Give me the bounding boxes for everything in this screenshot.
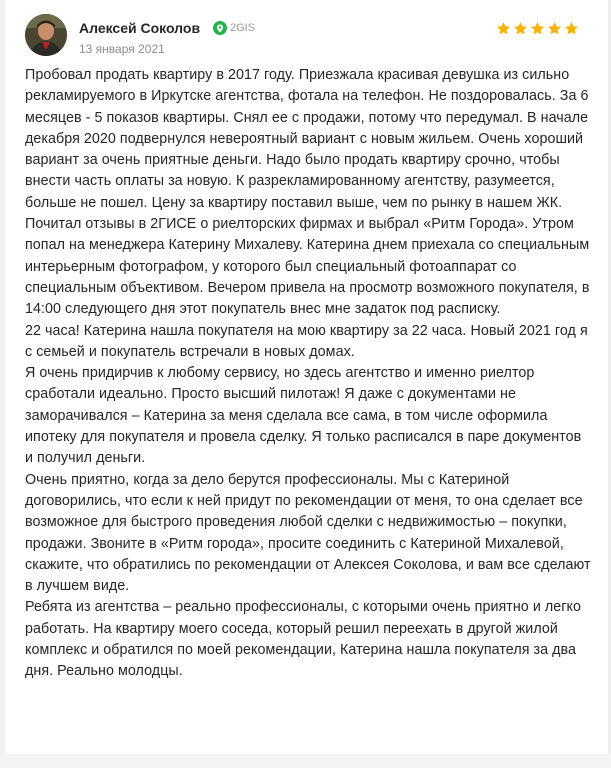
avatar-photo-icon [25,14,67,56]
star-icon [513,21,528,36]
star-icon [496,21,511,36]
avatar[interactable] [25,14,67,56]
author-name[interactable]: Алексей Соколов [79,20,201,36]
star-icon [547,21,562,36]
frame-left-edge [0,0,5,768]
review-text: Пробовал продать квартиру в 2017 году. Приезжала красивая девушка из сильно рекламируемого в Иркутске агентства, фотала на телефон. Не поздоровалась. За 6 месяцев - 5 показов квартиры. Снял ее с продажи, потому что передумал. В начале декабря 2020 подвернулся невероятный вариант с новым жильем. Очень хороший вариант за очень приятные деньги. Надо было продать квартиру срочно, чтобы внести часть оплаты за новую. К разрекламированному агентству, разумеется, больше не пошел. Цену за квартиру поставил выше, чем по рынку в нашем ЖК. Почитал отзывы в 2ГИСЕ о риелторских фирмах и выбрал «Ритм Города». Утром попал на менеджера Катерину Михалеву. Катерина днем приехала со специальным интерьерным фотографом, у которого был специальный фотоаппарат со специальным объективом. Вечером привела на просмотр возможного покупателя, в 14:00 следующего дня этот покупатель внес мне задаток под расписку. 22 часа! Катерина нашла покупателя на мою квартиру за 22 часа. Новый 2021 год я с семьей и покупатель встречали в новых домах. Я очень придирчив к любому сервису, но здесь агентство и именно риелтор сработали идеально. Просто высший пилотаж! Я даже с документами не заморачивался – Катерина за меня сделала все сама, в том числе оформила ипотеку для покупателя и провела сделку. Я только расписался в паре документов и получил деньги. Очень приятно, когда за дело берутся профессионалы. Мы с Катериной договорились, что если к ней придут по рекомендации от меня, то она сделает все возможное для быстрого проведения любой сделки с недвижимостью – покупки, продажи. Звоните в «Ритм города», просите соединить с Катериной Михалевой, скажите, что обратились по рекомендации от Алексея Соколова, и вам все сделают в лучшем виде. Ребята из агентства – реально профессионалы, с которыми очень приятно и легко работать. На квартиру моего соседа, который решил переехать в другой жилой комплекс и обратился по моей рекомендации, Катерина нашла покупателя за два дня. Реально молодцы. [25,67,591,680]
source-badge [213,21,255,35]
star-icon [530,21,545,36]
source-label: 2GIS [230,22,256,34]
rating-stars [496,21,579,36]
star-icon [564,21,579,36]
review-date: 13 января 2021 [79,42,165,56]
frame-bottom-edge [0,754,611,768]
2gis-icon [213,21,227,35]
